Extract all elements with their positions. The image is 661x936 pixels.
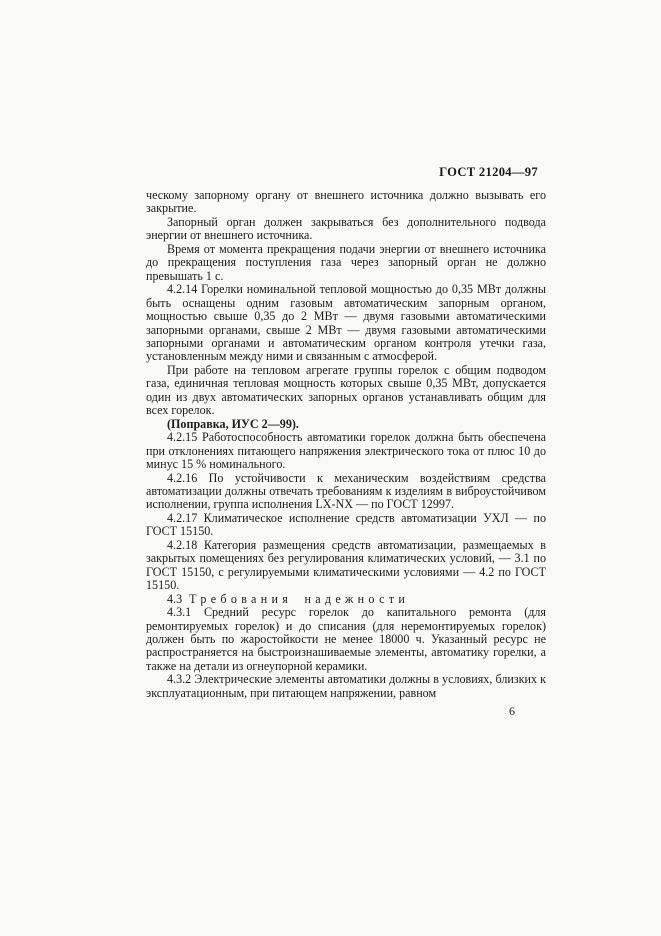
para-shutoff-organ: Запорный орган должен закрываться без дополнительного подвода энергии от внешнего источника. (146, 214, 546, 243)
clause-4-2-15: 4.2.15 Работоспособность автоматики горелок должна быть обеспечена при отклонениях питающего напряжения электрического тока от плюс 10 до минус 15 % номинального. (146, 430, 546, 472)
clause-4-3-1: 4.3.1 Средний ресурс горелок до капитального ремонта (для ремонтируемых горелок) и до списания (для неремонтируемых горелок) должен быть по жаростойкости не менее 18000 ч. Указанный ресурс не распространяется на быстроизнашиваемые элементы, автоматику горелки, а также на детали из огнеупорной керамики. (146, 605, 546, 673)
section-number: 4.3 (167, 591, 183, 606)
para-continuation: ческому запорному органу от внешнего источника должно вызывать его закрытие. (146, 188, 546, 216)
page-number: 6 (509, 704, 515, 718)
clause-4-2-16: 4.2.16 По устойчивости к механическим воздействиям средства автоматизации должны отвечать требованиям к изделиям в виброустойчивом исполнении, группа исполнения LX-NX — по ГОСТ 12997. (146, 470, 546, 512)
amendment-note: (Поправка, ИУС 2—99). (167, 416, 299, 431)
section-title: Требования надежности (189, 591, 410, 606)
clause-4-3-2: 4.3.2 Электрические элементы автоматики должны в условиях, близких к эксплуатационным, при питающем напряжении, равном (146, 672, 546, 700)
para-group-burners: При работе на тепловом агрегате группы горелок с общим подводом газа, единичная тепловая мощность которых свыше 0,35 МВт, допускается один из двух автоматических запорных органов устанавливать общим для всех горелок. (146, 362, 546, 418)
clause-4-2-17: 4.2.17 Климатическое исполнение средств автоматизации УХЛ — по ГОСТ 15150. (146, 510, 546, 539)
section-heading-4-3 (146, 593, 546, 606)
running-header: ГОСТ 21204—97 (439, 165, 538, 179)
text-block (146, 189, 546, 700)
para-closing-time: Время от момента прекращения подачи энергии от внешнего источника до прекращения поступления газа через запорный орган не должно превышать 1 с. (146, 241, 546, 283)
clause-4-2-18: 4.2.18 Категория размещения средств автоматизации, размещаемых в закрытых помещениях без регулирования климатических условий, — 3.1 по ГОСТ 15150, с регулируемыми климатическими условиями — 4.2 по ГОСТ 15150. (146, 537, 546, 593)
clause-4-2-14: 4.2.14 Горелки номинальной тепловой мощностью до 0,35 МВт должны быть оснащены одним газовым автоматическим запорным органом, мощностью свыше 0,35 до 2 МВт — двумя газовыми автоматическими запорными органами, свыше 2 МВт — двумя газовыми автоматическими запорными органами и автоматическим органом контроля утечки газа, установленным между ними и связанным с атмосферой. (146, 282, 546, 364)
